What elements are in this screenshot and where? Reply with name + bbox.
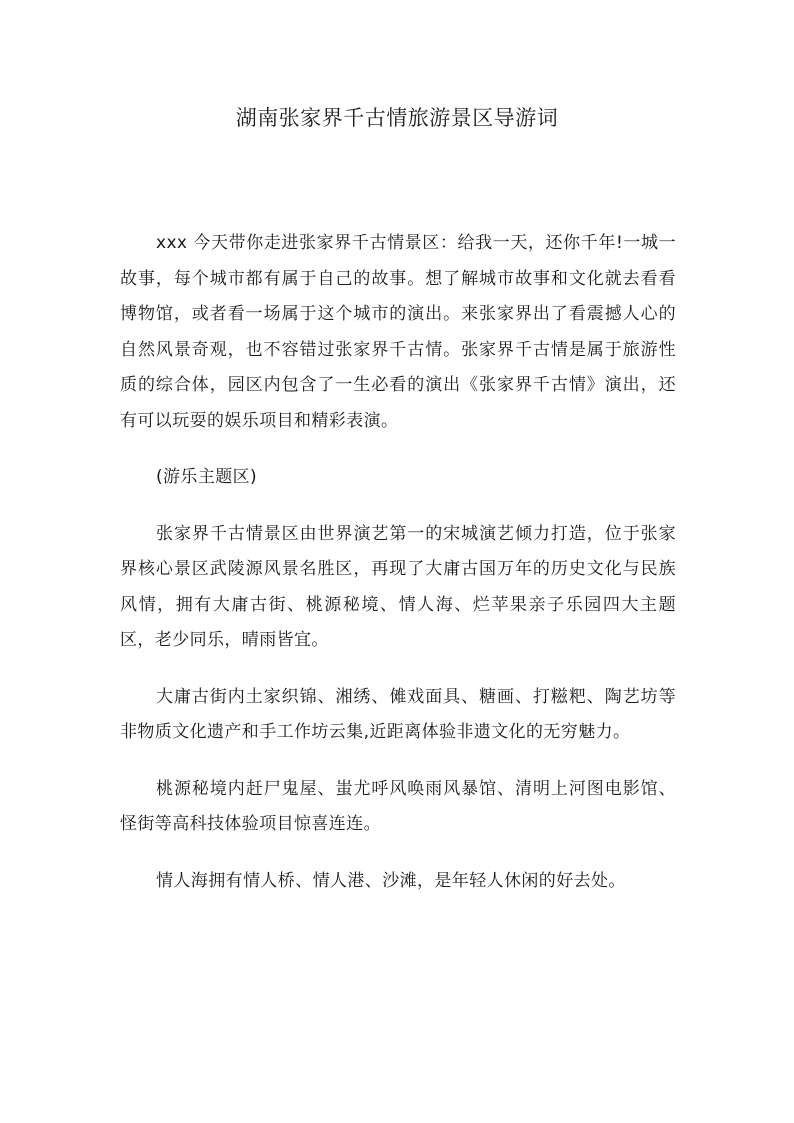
taoyuan-secret-realm-paragraph: 桃源秘境内赶尸鬼屋、蚩尤呼风唤雨风暴馆、清明上河图电影馆、怪街等高科技体验项目惊喜连连。 (120, 778, 676, 834)
document-body (120, 226, 676, 899)
document-title: 湖南张家界千古情旅游景区导游词 (235, 106, 559, 130)
dayong-ancient-street-paragraph: 大庸古街内土家织锦、湘绣、傩戏面具、糖画、打糍粑、陶艺坊等非物质文化遗产和手工作坊云集,近距离体验非遗文化的无穷魅力。 (120, 686, 676, 742)
section-heading-amusement-zone: (游乐主题区) (156, 467, 258, 487)
scenic-area-overview-paragraph: 张家界千古情景区由世界演艺第一的宋城演艺倾力打造，位于张家界核心景区武陵源风景名胜区，再现了大庸古国万年的历史文化与民族风情，拥有大庸古街、桃源秘境、情人海、烂苹果亲子乐园四大主题区，老少同乐，晴雨皆宜。 (120, 523, 676, 650)
intro-paragraph: xxx 今天带你走进张家界千古情景区：给我一天，还你千年!一城一故事，每个城市都有属于自己的故事。想了解城市故事和文化就去看看博物馆，或者看一场属于这个城市的演出。来张家界出了看震撼人心的自然风景奇观，也不容错过张家界千古情。张家界千古情是属于旅游性质的综合体，园区内包含了一生必看的演出《张家界千古情》演出，还有可以玩耍的娱乐项目和精彩表演。 (120, 233, 676, 431)
lovers-sea-paragraph: 情人海拥有情人桥、情人港、沙滩，是年轻人休闲的好去处。 (156, 870, 626, 891)
